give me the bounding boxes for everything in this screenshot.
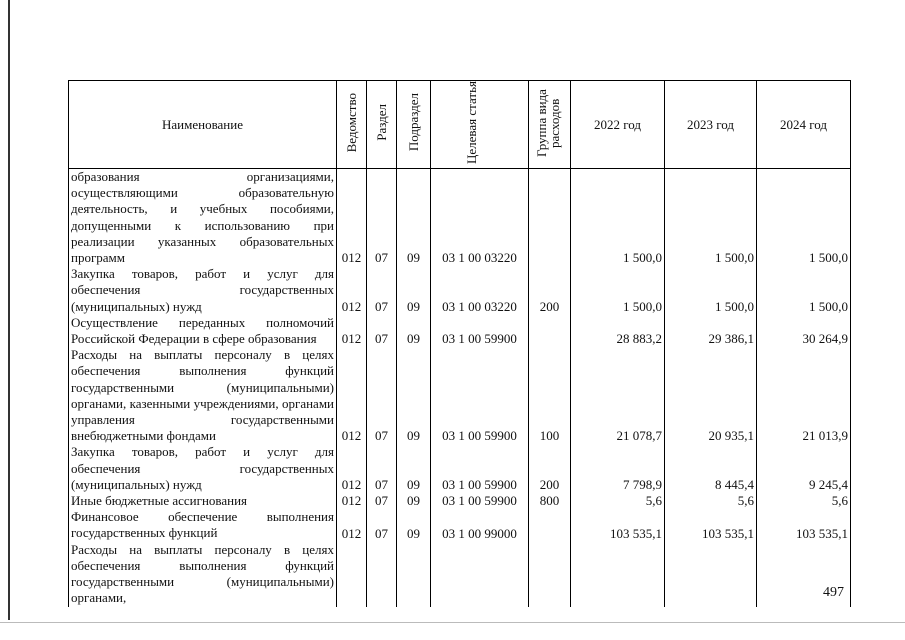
row-ved: 012 (337, 493, 367, 509)
row-name: образования организациями, осуществляющими образовательную деятельность, и учебных пособиями, допущенными к использованию при реализации указанных образовательных программ (69, 169, 337, 267)
row-podrazdel: 09 (397, 493, 431, 509)
row-razdel: 07 (367, 347, 397, 444)
row-2022: 1 500,0 (571, 169, 665, 267)
row-podrazdel: 09 (397, 266, 431, 315)
row-ved: 012 (337, 315, 367, 347)
table-row (69, 444, 851, 493)
row-name: Закупка товаров, работ и услуг для обеспечения государственных (муниципальных) нужд (69, 444, 337, 493)
row-2023: 20 935,1 (665, 347, 757, 444)
row-razdel: 07 (367, 169, 397, 267)
row-name: Осуществление переданных полномочий Российской Федерации в сфере образования (69, 315, 337, 347)
row-name: Расходы на выплаты персоналу в целях обеспечения выполнения функций государственными (муниципальными) органами, (69, 542, 337, 607)
row-2023: 1 500,0 (665, 266, 757, 315)
table-row (69, 542, 851, 607)
table-row (69, 493, 851, 509)
row-razdel: 07 (367, 444, 397, 493)
table-row (69, 315, 851, 347)
header-2023: 2023 год (665, 81, 757, 169)
row-podrazdel: 09 (397, 315, 431, 347)
row-vr: 100 (529, 347, 571, 444)
row-2023: 1 500,0 (665, 169, 757, 267)
row-vr (529, 169, 571, 267)
row-2022: 21 078,7 (571, 347, 665, 444)
header-2024: 2024 год (757, 81, 851, 169)
row-2024: 21 013,9 (757, 347, 851, 444)
row-2022: 28 883,2 (571, 315, 665, 347)
row-2022: 1 500,0 (571, 266, 665, 315)
row-name: Иные бюджетные ассигнования (69, 493, 337, 509)
row-2023: 103 535,1 (665, 509, 757, 541)
table-row (69, 266, 851, 315)
row-celevaya: 03 1 00 59900 (431, 315, 529, 347)
row-celevaya: 03 1 00 03220 (431, 266, 529, 315)
header-razdel: Раздел (367, 81, 397, 169)
row-celevaya: 03 1 00 03220 (431, 169, 529, 267)
table-row (69, 347, 851, 444)
header-gruppa-vida-raskhodov: Группа вида расходов (529, 81, 571, 169)
row-ved (337, 542, 367, 607)
row-ved: 012 (337, 266, 367, 315)
row-2022: 5,6 (571, 493, 665, 509)
row-podrazdel: 09 (397, 347, 431, 444)
row-podrazdel (397, 542, 431, 607)
table-header (69, 81, 851, 169)
row-vr (529, 509, 571, 541)
row-podrazdel: 09 (397, 509, 431, 541)
row-celevaya: 03 1 00 59900 (431, 444, 529, 493)
row-razdel (367, 542, 397, 607)
row-celevaya (431, 542, 529, 607)
binding-edge-line (8, 0, 10, 620)
row-2024: 5,6 (757, 493, 851, 509)
budget-table (68, 80, 851, 607)
row-2022: 7 798,9 (571, 444, 665, 493)
row-vr (529, 542, 571, 607)
row-name: Расходы на выплаты персоналу в целях обеспечения выполнения функций государственными (муниципальными) органами, казенными учреждениями, органами управления государственными внебюджетными фондами (69, 347, 337, 444)
row-2023: 5,6 (665, 493, 757, 509)
row-vr (529, 315, 571, 347)
row-2023: 8 445,4 (665, 444, 757, 493)
row-celevaya: 03 1 00 99000 (431, 509, 529, 541)
row-name: Финансовое обеспечение выполнения государственных функций (69, 509, 337, 541)
header-2022: 2022 год (571, 81, 665, 169)
page-number: 497 (823, 585, 844, 600)
row-2023: 29 386,1 (665, 315, 757, 347)
row-razdel: 07 (367, 509, 397, 541)
row-ved: 012 (337, 169, 367, 267)
row-celevaya: 03 1 00 59900 (431, 493, 529, 509)
row-razdel: 07 (367, 315, 397, 347)
row-podrazdel: 09 (397, 169, 431, 267)
row-2023 (665, 542, 757, 607)
table-row (69, 169, 851, 267)
row-vr: 800 (529, 493, 571, 509)
row-razdel: 07 (367, 266, 397, 315)
header-name: Наименование (69, 81, 337, 169)
row-celevaya: 03 1 00 59900 (431, 347, 529, 444)
table-body (69, 169, 851, 607)
row-2024: 1 500,0 (757, 266, 851, 315)
row-2024: 1 500,0 (757, 169, 851, 267)
row-ved: 012 (337, 509, 367, 541)
row-vr: 200 (529, 266, 571, 315)
row-ved: 012 (337, 444, 367, 493)
row-2024: 9 245,4 (757, 444, 851, 493)
page-bottom-edge (0, 622, 905, 623)
row-2022 (571, 542, 665, 607)
row-2022: 103 535,1 (571, 509, 665, 541)
row-podrazdel: 09 (397, 444, 431, 493)
row-ved: 012 (337, 347, 367, 444)
row-name: Закупка товаров, работ и услуг для обеспечения государственных (муниципальных) нужд (69, 266, 337, 315)
row-vr: 200 (529, 444, 571, 493)
header-vedomstvo: Ведомство (337, 81, 367, 169)
header-podrazdel: Подраздел (397, 81, 431, 169)
row-razdel: 07 (367, 493, 397, 509)
row-2024: 103 535,1 (757, 509, 851, 541)
row-2024: 30 264,9 (757, 315, 851, 347)
table-row (69, 509, 851, 541)
header-celevaya-statya: Целевая статья (431, 81, 529, 169)
